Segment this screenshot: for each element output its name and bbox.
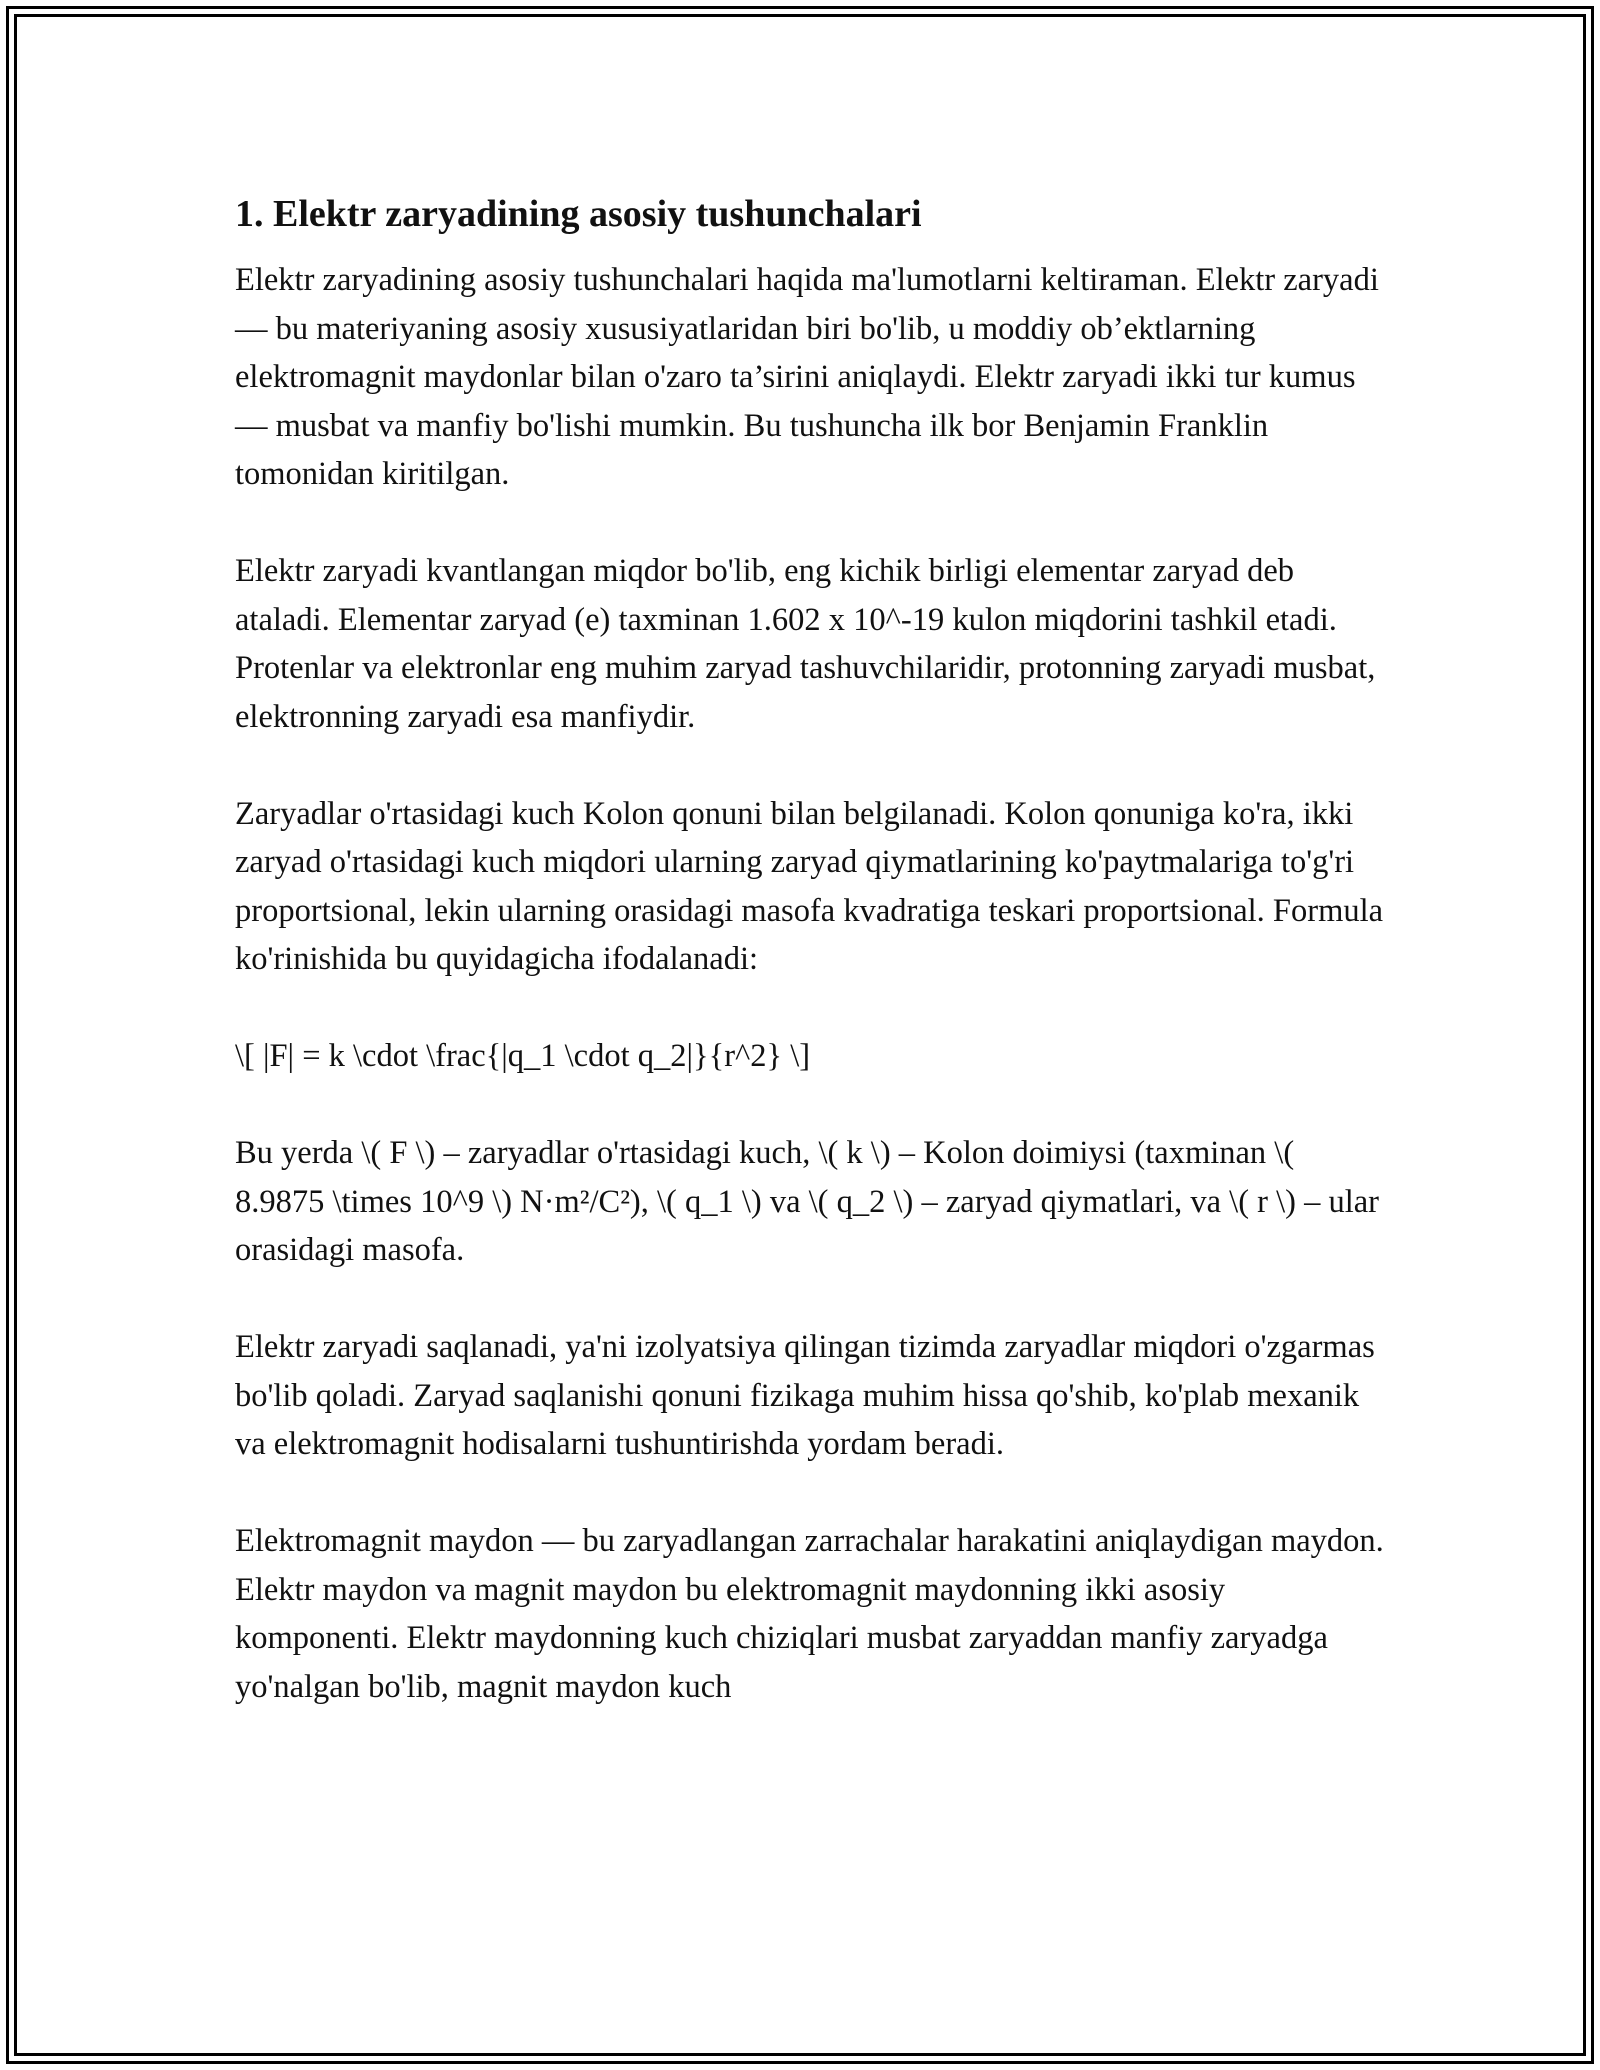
- paragraph-electromagnetic-field: Elektromagnit maydon — bu zaryadlangan zarrachalar harakatini aniqlaydigan maydon. Elektr maydon va magnit maydon bu elektromagnit maydonning ikki asosiy komponenti. Elektr maydonning kuch chiziqlari musbat zaryaddan manfiy zaryadga yo'nalgan bo'lib, magnit maydon kuch: [235, 1523, 1384, 1705]
- paragraph-charge-conservation: Elektr zaryadi saqlanadi, ya'ni izolyatsiya qilingan tizimda zaryadlar miqdori o'zgarmas bo'lib qoladi. Zaryad saqlanishi qonuni fizikaga muhim hissa qo'shib, ko'plab mexanik va elektromagnit hodisalarni tushuntirishda yordam beradi.: [235, 1329, 1375, 1462]
- paragraph-elementary-charge: Elektr zaryadi kvantlangan miqdor bo'lib, eng kichik birligi elementar zaryad deb ataladi. Elementar zaryad (e) taxminan 1.602 x 10^-19 kulon miqdorini tashkil etadi. Protenlar va elektronlar eng muhim zaryad tashuvchilaridir, protonning zaryadi musbat, elektronning zaryadi esa manfiydir.: [235, 553, 1376, 735]
- paragraph-formula-terms: Bu yerda \( F \) – zaryadlar o'rtasidagi kuch, \( k \) – Kolon doimiysi (taxminan \( 8.9875 \times 10^9 \) N·m²/C²), \( q_1 \) va \( q_2 \) – zaryad qiymatlari, va \( r \) – ular orasidagi masofa.: [235, 1135, 1379, 1268]
- paragraph-intro: Elektr zaryadining asosiy tushunchalari haqida ma'lumotlarni keltiraman. Elektr zaryadi — bu materiyaning asosiy xususiyatlaridan biri bo'lib, u moddiy ob’ektlarning elektromagnit maydonlar bilan o'zaro ta’sirini aniqlaydi. Elektr zaryadi ikki tur kumus — musbat va manfiy bo'lishi mumkin. Bu tushuncha ilk bor Benjamin Franklin tomonidan kiritilgan.: [235, 262, 1379, 492]
- document-body: [235, 188, 1385, 1711]
- paragraph-coulomb-law: Zaryadlar o'rtasidagi kuch Kolon qonuni bilan belgilanadi. Kolon qonuniga ko'ra, ikki zaryad o'rtasidagi kuch miqdori ularning zaryad qiymatlarining ko'paytmalariga to'g'ri proportsional, lekin ularning orasidagi masofa kvadratiga teskari proportsional. Formula ko'rinishida bu quyidagicha ifodalanadi:: [235, 795, 1384, 977]
- section-heading: 1. Elektr zaryadining asosiy tushunchalari: [235, 193, 922, 235]
- formula-coulomb: \[ |F| = k \cdot \frac{|q_1 \cdot q_2|}{r^2} \]: [235, 1038, 811, 1074]
